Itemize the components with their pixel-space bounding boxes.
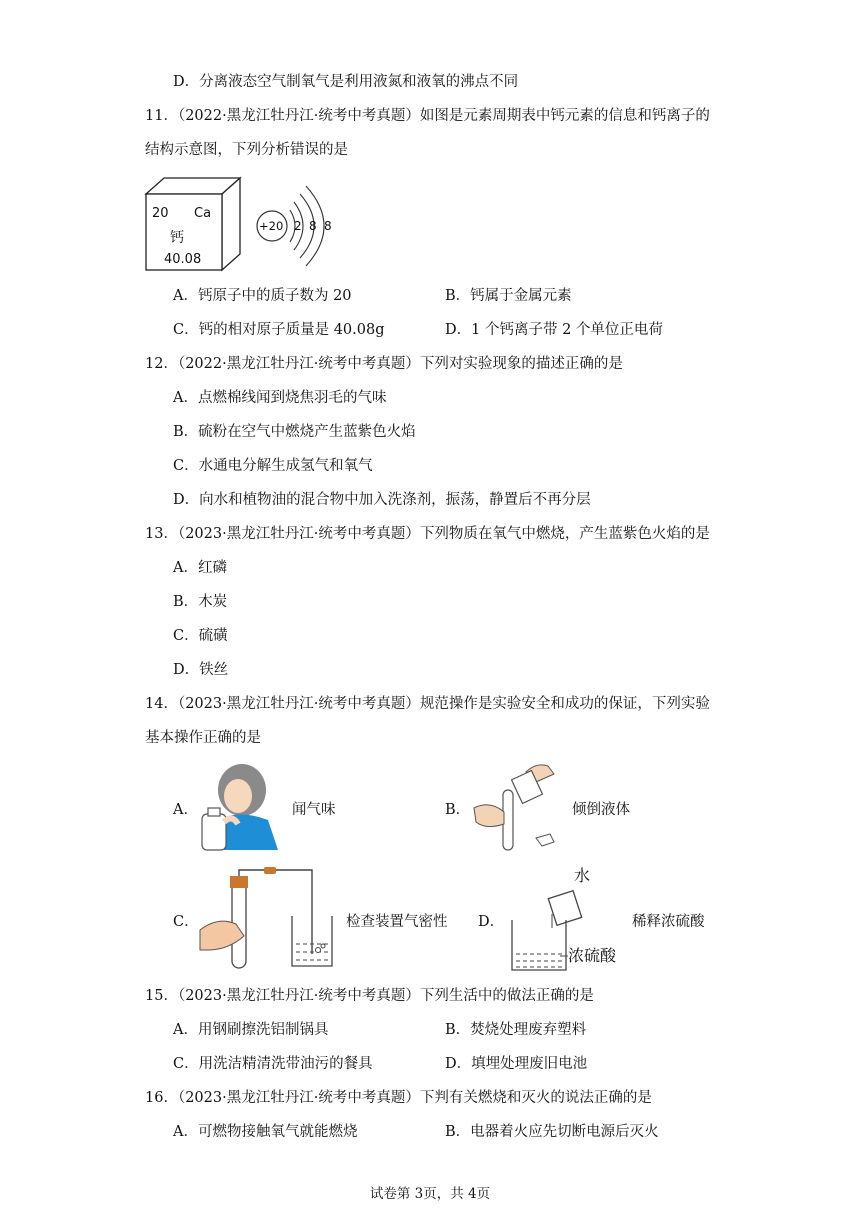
q11-stem-line1: 11．（2022·黑龙江牡丹江·统考中考真题）如图是元素周期表中钙元素的信息和钙离子的 bbox=[145, 108, 710, 124]
q14-option-d-letter: D． bbox=[478, 914, 505, 930]
q16-option-b: B．电器着火应先切断电源后灭火 bbox=[445, 1124, 659, 1140]
q13-stem: 13．（2023·黑龙江牡丹江·统考中考真题）下列物质在氧气中燃烧，产生蓝紫色火焰的是 bbox=[145, 526, 710, 542]
element-atomic-number: 20 bbox=[152, 206, 169, 221]
airtightness-apparatus-icon bbox=[198, 866, 338, 972]
calcium-figure bbox=[144, 174, 344, 274]
q14-stem-line1: 14．（2023·黑龙江牡丹江·统考中考真题）规范操作是实验安全和成功的保证，下列实验 bbox=[145, 696, 710, 712]
q10-option-d: D．分离液态空气制氧气是利用液氮和液氧的沸点不同 bbox=[173, 74, 519, 90]
element-name: 钙 bbox=[170, 230, 184, 246]
ion-shell-1: 2 bbox=[294, 219, 302, 233]
smelling-gas-figure bbox=[198, 762, 282, 852]
q15-option-d: D．填埋处理废旧电池 bbox=[445, 1056, 588, 1072]
q15-option-c: C．用洗洁精清洗带油污的餐具 bbox=[173, 1056, 373, 1072]
person-smelling-icon bbox=[198, 762, 282, 852]
q12-stem: 12．（2022·黑龙江牡丹江·统考中考真题）下列对实验现象的描述正确的是 bbox=[145, 356, 623, 372]
q16-option-a: A．可燃物接触氧气就能燃烧 bbox=[173, 1124, 358, 1140]
q14-stem-line2: 基本操作正确的是 bbox=[145, 730, 261, 746]
q12-option-d: D．向水和植物油的混合物中加入洗涤剂，振荡，静置后不再分层 bbox=[173, 492, 591, 508]
q11-option-a: A．钙原子中的质子数为 20 bbox=[173, 288, 352, 304]
pouring-liquid-icon bbox=[470, 760, 570, 856]
q15-option-b: B．焚烧处理废弃塑料 bbox=[445, 1022, 587, 1038]
q14-option-a-text: 闻气味 bbox=[292, 802, 336, 818]
dilute-acid-figure bbox=[508, 862, 628, 974]
q14-option-c-text: 检查装置气密性 bbox=[346, 914, 448, 930]
q16-stem: 16．（2023·黑龙江牡丹江·统考中考真题）下判有关燃烧和灭火的说法正确的是 bbox=[145, 1090, 652, 1106]
q14-option-d-text: 稀释浓硫酸 bbox=[632, 914, 705, 930]
ion-nucleus-charge: +20 bbox=[259, 219, 284, 233]
ion-shell-3: 8 bbox=[324, 219, 332, 233]
q11-option-b: B．钙属于金属元素 bbox=[445, 288, 572, 304]
q13-option-a: A．红磷 bbox=[173, 560, 227, 576]
ion-shell-2: 8 bbox=[309, 219, 317, 233]
airtightness-check-figure bbox=[198, 866, 338, 972]
q12-option-a: A．点燃棉线闻到烧焦羽毛的气味 bbox=[173, 390, 387, 406]
q12-option-c: C．水通电分解生成氢气和氧气 bbox=[173, 458, 373, 474]
q12-option-b: B．硫粉在空气中燃烧产生蓝紫色火焰 bbox=[173, 424, 416, 440]
q14-option-b-letter: B． bbox=[445, 802, 471, 818]
pouring-liquid-figure bbox=[470, 760, 570, 856]
q13-option-d: D．铁丝 bbox=[173, 662, 229, 678]
water-label: 水 bbox=[574, 866, 591, 885]
q11-option-d: D．1 个钙离子带 2 个单位正电荷 bbox=[445, 322, 663, 338]
q13-option-c: C．硫磺 bbox=[173, 628, 228, 644]
q14-option-c-letter: C． bbox=[173, 914, 199, 930]
q11-stem-line2: 结构示意图，下列分析错误的是 bbox=[145, 142, 348, 158]
q15-stem: 15．（2023·黑龙江牡丹江·统考中考真题）下列生活中的做法正确的是 bbox=[145, 988, 594, 1004]
q15-option-a: A．用钢刷擦洗铝制锅具 bbox=[173, 1022, 329, 1038]
q14-option-a-letter: A． bbox=[173, 802, 198, 818]
page-footer: 试卷第 3页，共 4页 bbox=[369, 1186, 491, 1202]
q11-option-c: C．钙的相对原子质量是 40.08g bbox=[173, 322, 385, 338]
acid-label: 浓硫酸 bbox=[568, 946, 617, 965]
element-mass: 40.08 bbox=[164, 252, 202, 267]
q14-option-b-text: 倾倒液体 bbox=[572, 802, 630, 818]
element-symbol: Ca bbox=[194, 206, 212, 221]
q13-option-b: B．木炭 bbox=[173, 594, 228, 610]
